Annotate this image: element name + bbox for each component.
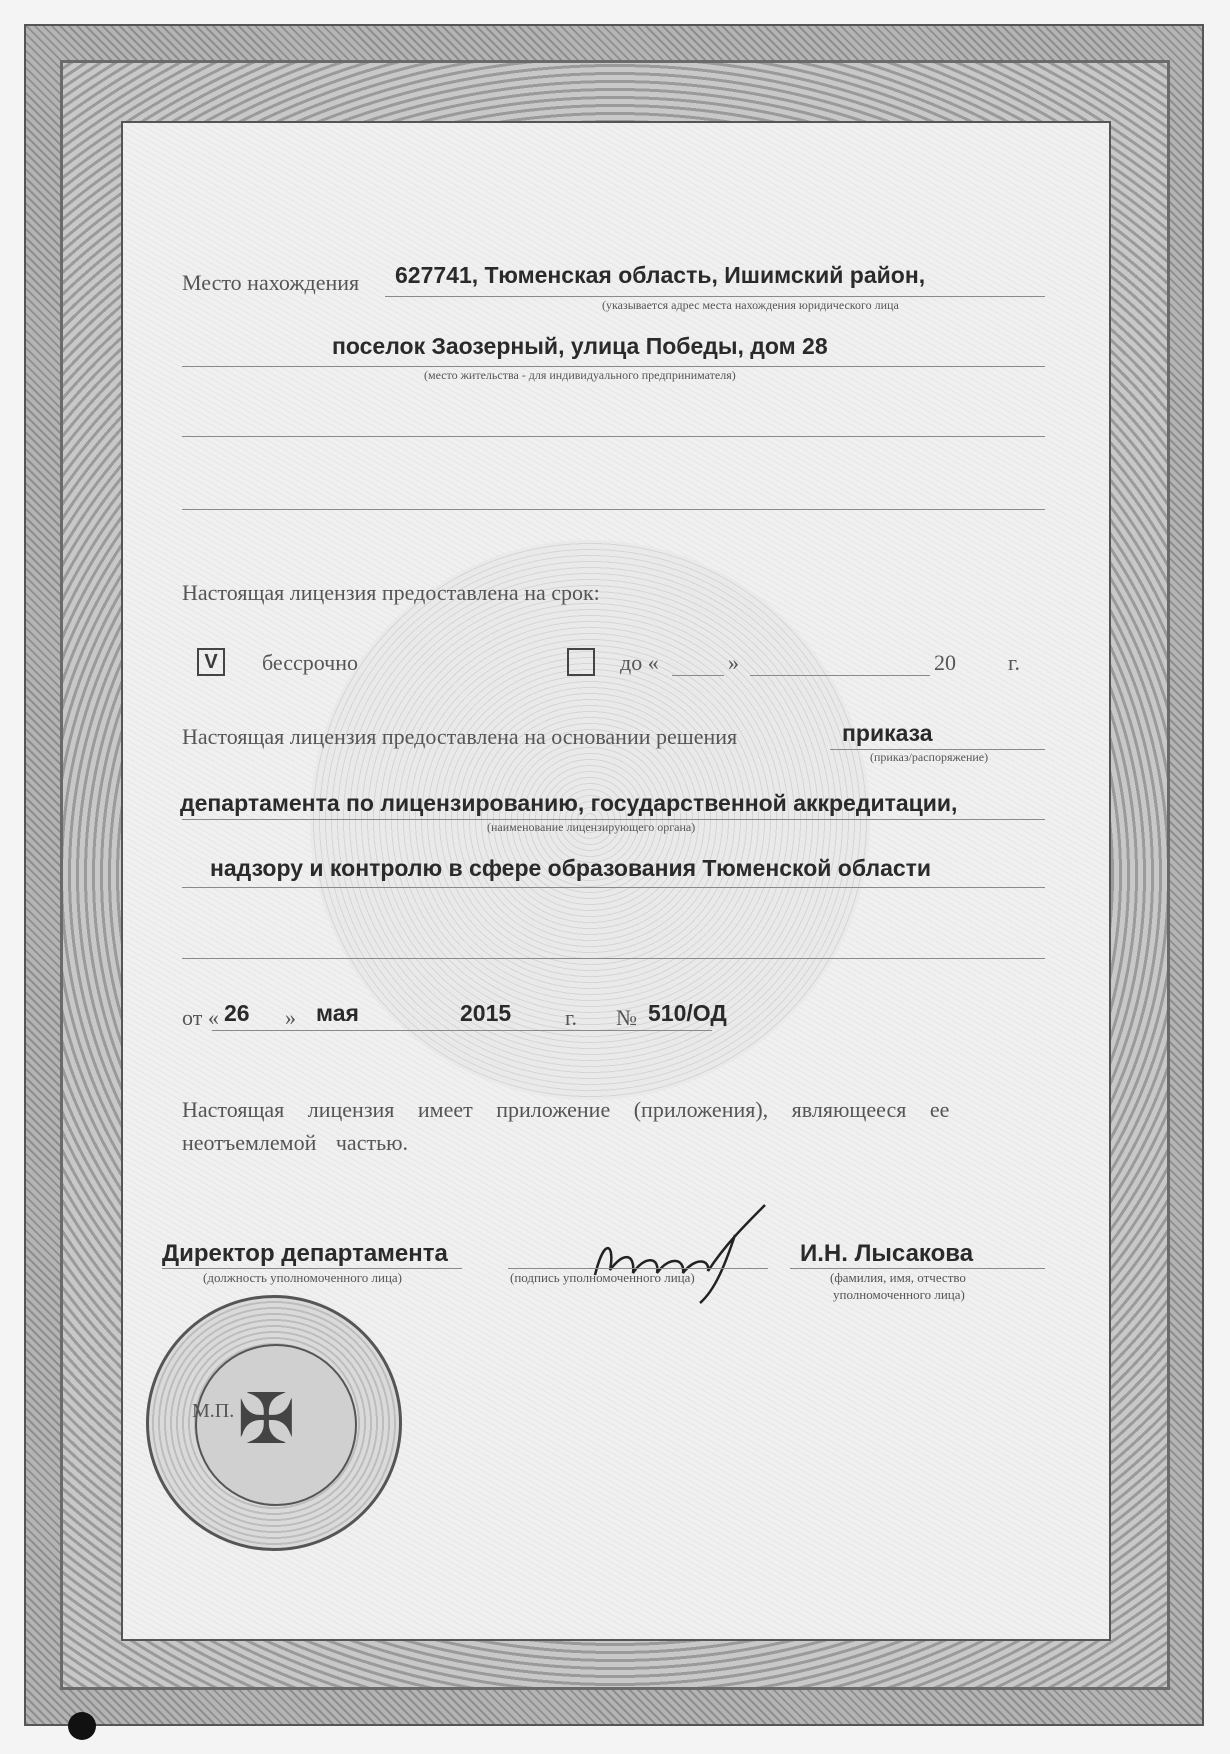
date-year: 2015 <box>460 1000 512 1026</box>
indefinite-checkbox: V <box>197 648 225 676</box>
appendix-line2: неотъемлемой частью. <box>182 1130 409 1155</box>
authority-line1: департамента по лицензированию, государственной аккредитации, <box>180 790 958 816</box>
basis-doc-type: приказа <box>842 720 933 746</box>
number-label: № <box>616 1005 637 1030</box>
date-from-label: от « <box>182 1005 219 1030</box>
signature-image <box>575 1195 825 1305</box>
blank-line <box>182 958 1045 959</box>
blank-line <box>182 436 1045 437</box>
name-caption2: уполномоченного лица) <box>833 1287 965 1302</box>
location-caption2: (место жительства - для индивидуального предпринимателя) <box>424 368 736 382</box>
authority-line2: надзору и контролю в сфере образования Тюменской области <box>210 855 932 881</box>
field-line <box>385 296 1045 297</box>
field-line <box>182 366 1045 367</box>
blank-line <box>182 509 1045 510</box>
field-line <box>182 887 1045 888</box>
until-checkbox <box>567 648 595 676</box>
day-line <box>672 675 724 676</box>
appendix-line1: Настоящая лицензия имеет приложение (приложения), являющееся ее <box>182 1097 950 1122</box>
location-line1: 627741, Тюменская область, Ишимский район, <box>395 262 926 288</box>
basis-doc-type-caption: (приказ/распоряжение) <box>870 750 989 764</box>
indefinite-label: бессрочно <box>262 650 359 675</box>
field-line <box>162 1268 462 1269</box>
month-line <box>750 675 930 676</box>
field-line <box>790 1268 1045 1269</box>
position-caption: (должность уполномоченного лица) <box>203 1270 403 1285</box>
field-line <box>212 1030 712 1031</box>
year-suffix: г. <box>1008 650 1021 675</box>
name-caption1: (фамилия, имя, отчество <box>830 1270 966 1285</box>
coat-of-arms-icon: ✠ <box>237 1382 296 1459</box>
field-line <box>508 1268 768 1269</box>
hole-punch-mark <box>68 1712 96 1740</box>
location-line2: поселок Заозерный, улица Победы, дом 28 <box>332 333 828 359</box>
date-day: 26 <box>224 1000 250 1026</box>
location-label: Место нахождения <box>182 270 360 295</box>
stamp-place-label: М.П. <box>192 1400 235 1422</box>
term-label: Настоящая лицензия предоставлена на срок: <box>182 580 600 605</box>
basis-label: Настоящая лицензия предоставлена на основании решения <box>182 724 738 749</box>
authority-caption: (наименование лицензирующего органа) <box>487 820 696 834</box>
date-year-suffix: г. <box>565 1005 578 1030</box>
until-label: до « <box>620 650 659 675</box>
until-close: » <box>728 650 739 675</box>
official-seal <box>146 1295 402 1551</box>
location-caption1: (указывается адрес места нахождения юридического лица <box>602 298 899 312</box>
signature-caption: (подпись уполномоченного лица) <box>510 1270 695 1285</box>
signatory-name: И.Н. Лысакова <box>800 1240 974 1267</box>
date-month: мая <box>316 1000 359 1026</box>
year-prefix: 20 <box>934 650 956 675</box>
date-close-quote: » <box>285 1005 296 1030</box>
order-number: 510/ОД <box>648 1000 727 1026</box>
signatory-position: Директор департамента <box>162 1240 448 1267</box>
